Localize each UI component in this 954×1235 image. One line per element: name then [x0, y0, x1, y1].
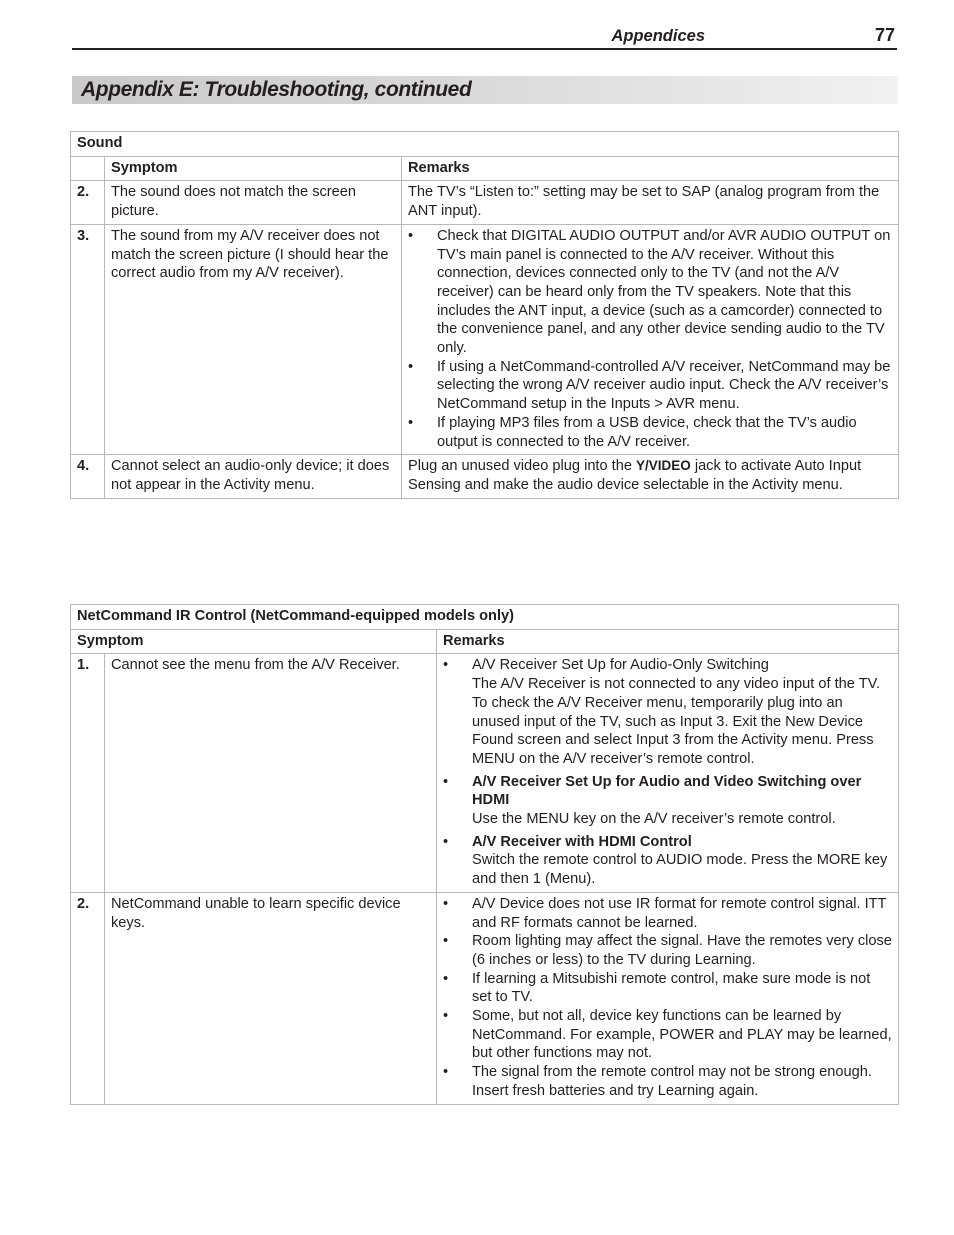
sound-table-title: Sound [71, 132, 899, 157]
bullet-text: Use the MENU key on the A/V receiver’s remote control. [472, 811, 836, 828]
table-row [71, 455, 899, 498]
remarks-column-header: Remarks [437, 629, 899, 654]
row-number: 3. [71, 224, 105, 454]
symptom-cell: The sound from my A/V receiver does not match the screen picture (I should hear the correct audio from my A/V receiver). [105, 224, 402, 454]
page-number: 77 [874, 25, 895, 45]
list-item: • If playing MP3 files from a USB device, check that the TV’s audio output is connected to the A/V receiver. [408, 414, 892, 451]
remarks-cell [437, 654, 899, 892]
list-item: • A/V Device does not use IR format for remote control signal. ITT and RF formats cannot be learned. [443, 895, 892, 932]
table-header-row [71, 156, 899, 181]
netcommand-table [70, 604, 899, 1105]
row-number: 2. [71, 892, 105, 1104]
remarks-bullet-list [443, 656, 892, 888]
table-header-row [71, 629, 899, 654]
remarks-text: jack to activate Auto Input Sensing and make the audio device selectable in the Activity menu. [408, 458, 862, 493]
bullet-title: A/V Receiver Set Up for Audio-Only Switching [472, 657, 769, 674]
bullet-text: Switch the remote control to AUDIO mode. Press the MORE key and then 1 (Menu). [472, 852, 888, 888]
remarks-bullet-list [408, 227, 892, 451]
symptom-cell: Cannot select an audio-only device; it does not appear in the Activity menu. [105, 455, 402, 498]
list-item: • If using a NetCommand-controlled A/V receiver, NetCommand may be selecting the wrong A/V receiver audio input. Check the A/V receiver’s NetCommand setup in the Inputs > AVR menu. [408, 358, 892, 414]
appendix-banner [72, 76, 898, 104]
table-row [71, 224, 899, 454]
remarks-cell [437, 892, 899, 1104]
row-number: 2. [71, 181, 105, 224]
symptom-cell: The sound does not match the screen picture. [105, 181, 402, 224]
list-item: • Some, but not all, device key functions can be learned by NetCommand. For example, POWER and PLAY may be learned, but other functions may not. [443, 1007, 892, 1063]
appendix-title: Appendix E: Troubleshooting, continued [81, 78, 472, 101]
table-title-row [71, 605, 899, 630]
symptom-cell: Cannot see the menu from the A/V Receiver. [105, 654, 437, 892]
jack-label: Y/VIDEO [636, 458, 691, 474]
remarks-cell: The TV’s “Listen to:” setting may be set to SAP (analog program from the ANT input). [402, 181, 899, 224]
list-item [443, 656, 892, 768]
remarks-text: Plug an unused video plug into the [408, 458, 636, 475]
list-item [443, 773, 892, 829]
remarks-column-header: Remarks [402, 156, 899, 181]
remarks-cell [402, 455, 899, 498]
list-item: • The signal from the remote control may not be strong enough. Insert fresh batteries and try Learning again. [443, 1063, 892, 1100]
table-row [71, 181, 899, 224]
running-head [72, 24, 897, 50]
list-item: • Check that DIGITAL AUDIO OUTPUT and/or AVR AUDIO OUTPUT on TV’s main panel is connected to the A/V receiver. Without this connection, devices connected only to the TV (and not the A/V receiver) can be heard only from the TV speakers. Note that this includes the ANT input, a device (such as a camcorder) connected to the convenience panel, and any other device sending audio to the TV only. [408, 227, 892, 358]
list-item: • If learning a Mitsubishi remote control, make sure mode is not set to TV. [443, 970, 892, 1007]
row-number: 4. [71, 455, 105, 498]
symptom-cell: NetCommand unable to learn specific device keys. [105, 892, 437, 1104]
bullet-title: • A/V Receiver with HDMI Control [472, 833, 692, 850]
netcommand-table-title: NetCommand IR Control (NetCommand-equipped models only) [71, 605, 899, 630]
remarks-cell [402, 224, 899, 454]
list-item [443, 833, 892, 889]
table-title-row [71, 132, 899, 157]
bullet-text: The A/V Receiver is not connected to any video input of the TV. To check the A/V Receiver menu, temporarily plug into an unused input of the TV, such as Input 3. Exit the New Device Found screen and select Input 3 from the Activity menu. Press MENU on the A/V receiver’s remote control. [472, 676, 881, 767]
running-head-section: Appendices [611, 27, 705, 45]
remarks-bullet-list [443, 895, 892, 1101]
sound-table [70, 131, 899, 499]
table-row [71, 892, 899, 1104]
symptom-column-header: Symptom [105, 156, 402, 181]
list-item: • Room lighting may affect the signal. Have the remotes very close (6 inches or less) to the TV during Learning. [443, 932, 892, 969]
symptom-column-header: Symptom [71, 629, 437, 654]
table-row [71, 654, 899, 892]
bullet-title: • A/V Receiver Set Up for Audio and Video Switching over HDMI [472, 773, 862, 809]
row-number: 1. [71, 654, 105, 892]
header-blank-cell [71, 156, 105, 181]
